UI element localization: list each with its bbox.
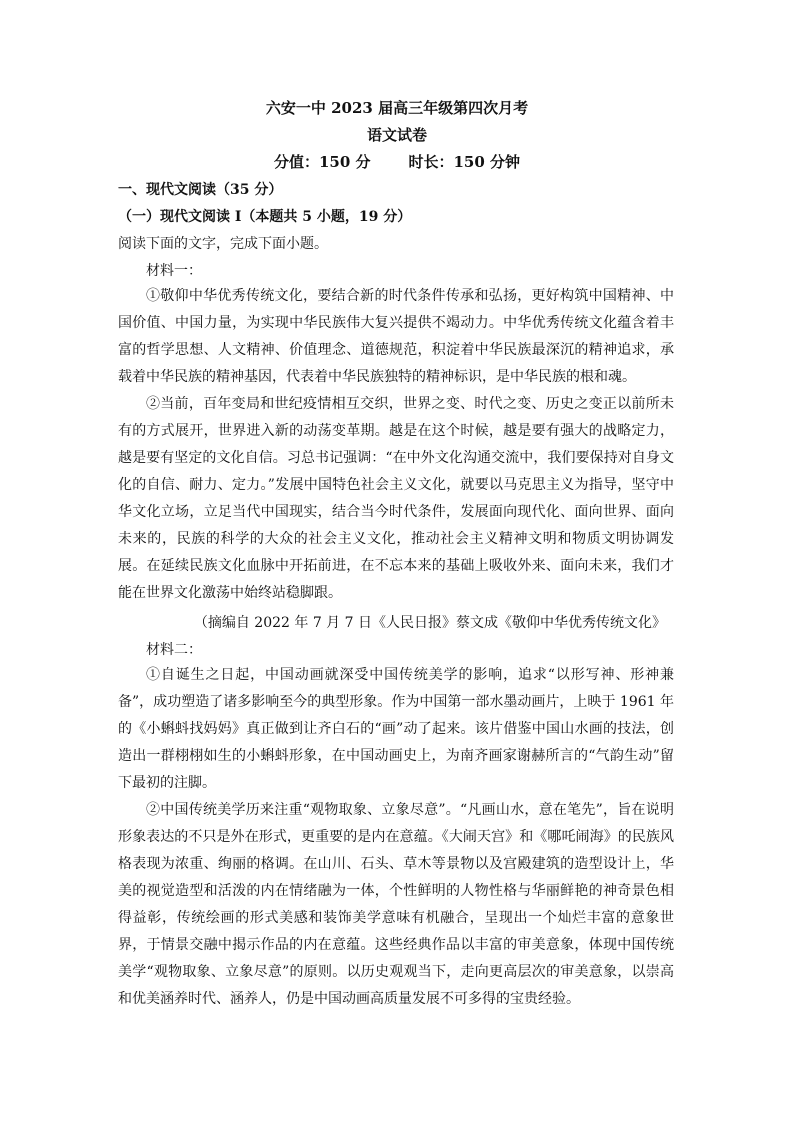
material-1-label: 材料一：: [146, 263, 202, 279]
material-2-paragraph-1: ①自诞生之日起，中国动画就深受中国传统美学的影响，追求“以形写神、形神兼备”，成功塑造了诸多影响至今的典型形象。作为中国第一部水墨动画片，上映于 1961 年的《小蝌蚪找妈妈》真正做到让齐白石的“画”动了起来。该片借鉴中国山水画的技法，创造出一群栩栩如生的小蝌蚪形象，在中国动画史上，为南齐画家谢赫所言的“气韵生动”留下最初的注脚。: [118, 667, 674, 791]
exam-title: 六安一中 2023 届高三年级第四次月考: [265, 99, 529, 117]
score-label: 分值：150 分: [273, 153, 371, 171]
section-subheading: （一）现代文阅读 Ⅰ（本题共 5 小题，19 分）: [118, 209, 412, 225]
instruction: 阅读下面的文字，完成下面小题。: [118, 236, 328, 252]
material-1-body: [118, 283, 674, 607]
exam-meta: [0, 151, 794, 172]
material-2-body: [118, 662, 674, 1013]
material-1-paragraph-1: ①敬仰中华优秀传统文化，要结合新的时代条件传承和弘扬，更好构筑中国精神、中国价值、中国力量，为实现中华民族伟大复兴提供不竭动力。中华优秀传统文化蕴含着丰富的哲学思想、人文精神、价值理念、道德规范，积淀着中华民族最深沉的精神追求，承载着中华民族的精神基因，代表着中华民族独特的精神标识，是中华民族的根和魂。: [118, 288, 674, 385]
material-2-paragraph-2: ②中国传统美学历来注重“观物取象、立象尽意”。“凡画山水，意在笔先”，旨在说明形象表达的不只是外在形式，更重要的是内在意蕴。《大闹天宫》和《哪吒闹海》的民族风格表现为浓重、绚丽的格调。在山川、石头、草木等景物以及宫殿建筑的造型设计上，华美的视觉造型和活泼的内在情绪融为一体，个性鲜明的人物性格与华丽鲜艳的神奇景色相得益彰，传统绘画的形式美感和装饰美学意味有机融合，呈现出一个灿烂丰富的意象世界，于情景交融中揭示作品的内在意蕴。这些经典作品以丰富的审美意象，体现中国传统美学“观物取象、立象尽意”的原则。以历史观观当下，走向更高层次的审美意象，以崇高和优美涵养时代、涵养人，仍是中国动画高质量发展不可多得的宝贵经验。: [118, 802, 674, 1007]
time-label: 时长：150 分钟: [408, 153, 521, 171]
exam-subject: 语文试卷: [366, 126, 427, 144]
section-heading: 一、现代文阅读（35 分）: [118, 182, 283, 198]
material-1-paragraph-2: ②当前，百年变局和世纪疫情相互交织，世界之变、时代之变、历史之变正以前所未有的方式展开，世界进入新的动荡变革期。越是在这个时候，越是要有强大的战略定力，越是要有坚定的文化自信。习总书记强调：“在中外文化沟通交流中，我们要保持对自身文化的自信、耐力、定力。”发展中国特色社会主义文化，就要以马克思主义为指导，坚守中华文化立场，立足当代中国现实，结合当今时代条件，发展面向现代化、面向世界、面向未来的，民族的科学的大众的社会主义文化，推动社会主义精神文明和物质文明协调发展。在延续民族文化血脉中开拓前进，在不忘本来的基础上吸收外来、面向未来，我们才能在世界文化激荡中始终站稳脚跟。: [118, 396, 674, 601]
material-2-label: 材料二：: [146, 642, 202, 658]
material-1-source: （摘编自 2022 年 7 月 7 日《人民日报》蔡文成《敬仰中华优秀传统文化》: [193, 615, 666, 631]
